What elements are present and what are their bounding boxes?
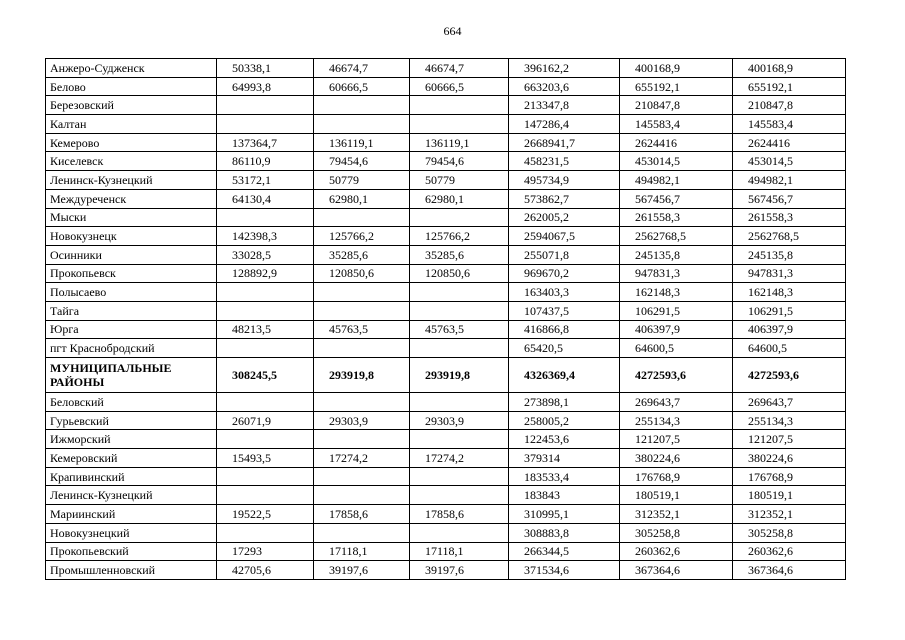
row-name-cell: Кемерово xyxy=(46,133,217,152)
value-cell xyxy=(314,339,410,358)
value-cell: 122453,6 xyxy=(509,430,620,449)
value-cell: 48213,5 xyxy=(217,320,314,339)
row-name-cell: Прокопьевск xyxy=(46,264,217,283)
value-cell: 245135,8 xyxy=(733,245,846,264)
value-cell: 29303,9 xyxy=(314,411,410,430)
value-cell: 162148,3 xyxy=(733,283,846,302)
value-cell xyxy=(217,208,314,227)
value-cell: 176768,9 xyxy=(620,467,733,486)
value-cell: 663203,6 xyxy=(509,77,620,96)
value-cell: 15493,5 xyxy=(217,449,314,468)
value-cell: 400168,9 xyxy=(733,59,846,78)
value-cell: 494982,1 xyxy=(620,171,733,190)
value-cell: 2562768,5 xyxy=(733,227,846,246)
table-row xyxy=(46,59,846,78)
value-cell: 305258,8 xyxy=(620,523,733,542)
table-row xyxy=(46,320,846,339)
value-cell: 453014,5 xyxy=(620,152,733,171)
table-row xyxy=(46,115,846,134)
value-cell: 45763,5 xyxy=(410,320,509,339)
value-cell: 120850,6 xyxy=(314,264,410,283)
row-name-cell: Киселевск xyxy=(46,152,217,171)
value-cell: 136119,1 xyxy=(314,133,410,152)
value-cell: 4272593,6 xyxy=(733,358,846,393)
value-cell xyxy=(217,339,314,358)
value-cell: 308883,8 xyxy=(509,523,620,542)
value-cell: 312352,1 xyxy=(733,505,846,524)
value-cell: 60666,5 xyxy=(314,77,410,96)
row-name-cell: Мариинский xyxy=(46,505,217,524)
value-cell: 400168,9 xyxy=(620,59,733,78)
value-cell: 310995,1 xyxy=(509,505,620,524)
row-name-cell: Белово xyxy=(46,77,217,96)
value-cell: 258005,2 xyxy=(509,411,620,430)
value-cell: 121207,5 xyxy=(733,430,846,449)
value-cell xyxy=(217,393,314,412)
value-cell xyxy=(314,208,410,227)
value-cell: 495734,9 xyxy=(509,171,620,190)
value-cell: 416866,8 xyxy=(509,320,620,339)
table-row xyxy=(46,171,846,190)
value-cell: 261558,3 xyxy=(733,208,846,227)
value-cell xyxy=(217,115,314,134)
table-row xyxy=(46,96,846,115)
table-row xyxy=(46,411,846,430)
value-cell xyxy=(410,301,509,320)
value-cell: 26071,9 xyxy=(217,411,314,430)
value-cell: 106291,5 xyxy=(733,301,846,320)
value-cell: 371534,6 xyxy=(509,561,620,580)
value-cell: 396162,2 xyxy=(509,59,620,78)
row-name-cell: Юрга xyxy=(46,320,217,339)
value-cell: 17118,1 xyxy=(410,542,509,561)
row-name-cell: Промышленновский xyxy=(46,561,217,580)
value-cell: 17293 xyxy=(217,542,314,561)
row-name-cell: Гурьевский xyxy=(46,411,217,430)
table-row xyxy=(46,467,846,486)
table-row xyxy=(46,486,846,505)
value-cell: 312352,1 xyxy=(620,505,733,524)
value-cell: 136119,1 xyxy=(410,133,509,152)
value-cell: 255134,3 xyxy=(733,411,846,430)
value-cell: 655192,1 xyxy=(733,77,846,96)
table-row xyxy=(46,227,846,246)
value-cell xyxy=(410,486,509,505)
value-cell: 17118,1 xyxy=(314,542,410,561)
value-cell: 45763,5 xyxy=(314,320,410,339)
value-cell: 308245,5 xyxy=(217,358,314,393)
value-cell: 147286,4 xyxy=(509,115,620,134)
value-cell: 176768,9 xyxy=(733,467,846,486)
value-cell: 29303,9 xyxy=(410,411,509,430)
value-cell xyxy=(314,393,410,412)
value-cell: 180519,1 xyxy=(733,486,846,505)
value-cell: 33028,5 xyxy=(217,245,314,264)
table-row xyxy=(46,430,846,449)
value-cell: 947831,3 xyxy=(733,264,846,283)
value-cell: 162148,3 xyxy=(620,283,733,302)
value-cell: 969670,2 xyxy=(509,264,620,283)
value-cell: 2594067,5 xyxy=(509,227,620,246)
table-group-row xyxy=(46,358,846,393)
value-cell: 567456,7 xyxy=(733,189,846,208)
value-cell xyxy=(217,523,314,542)
value-cell: 64993,8 xyxy=(217,77,314,96)
value-cell: 35285,6 xyxy=(314,245,410,264)
row-name-cell: Новокузнецк xyxy=(46,227,217,246)
value-cell: 53172,1 xyxy=(217,171,314,190)
row-name-cell: Новокузнецкий xyxy=(46,523,217,542)
value-cell: 50779 xyxy=(410,171,509,190)
value-cell: 120850,6 xyxy=(410,264,509,283)
value-cell: 255071,8 xyxy=(509,245,620,264)
value-cell: 494982,1 xyxy=(733,171,846,190)
value-cell: 379314 xyxy=(509,449,620,468)
row-name-cell: пгт Краснобродский xyxy=(46,339,217,358)
row-name-cell: Ленинск-Кузнецкий xyxy=(46,486,217,505)
table-row xyxy=(46,152,846,171)
table-row xyxy=(46,301,846,320)
value-cell xyxy=(217,430,314,449)
value-cell: 60666,5 xyxy=(410,77,509,96)
value-cell: 210847,8 xyxy=(620,96,733,115)
table-row xyxy=(46,561,846,580)
value-cell: 305258,8 xyxy=(733,523,846,542)
row-name-cell: Березовский xyxy=(46,96,217,115)
value-cell: 64600,5 xyxy=(733,339,846,358)
value-cell xyxy=(410,96,509,115)
value-cell: 128892,9 xyxy=(217,264,314,283)
value-cell xyxy=(314,467,410,486)
value-cell xyxy=(217,486,314,505)
value-cell: 2668941,7 xyxy=(509,133,620,152)
value-cell xyxy=(410,430,509,449)
value-cell: 145583,4 xyxy=(620,115,733,134)
value-cell: 380224,6 xyxy=(733,449,846,468)
value-cell: 655192,1 xyxy=(620,77,733,96)
table-row xyxy=(46,339,846,358)
value-cell: 255134,3 xyxy=(620,411,733,430)
value-cell: 293919,8 xyxy=(314,358,410,393)
value-cell: 17858,6 xyxy=(410,505,509,524)
value-cell: 19522,5 xyxy=(217,505,314,524)
row-name-cell: Беловский xyxy=(46,393,217,412)
row-name-cell: Тайга xyxy=(46,301,217,320)
value-cell: 64600,5 xyxy=(620,339,733,358)
value-cell: 137364,7 xyxy=(217,133,314,152)
value-cell xyxy=(217,467,314,486)
table-row xyxy=(46,523,846,542)
value-cell xyxy=(217,301,314,320)
table-body xyxy=(46,59,846,580)
value-cell xyxy=(410,523,509,542)
value-cell: 260362,6 xyxy=(620,542,733,561)
value-cell: 2624416 xyxy=(733,133,846,152)
value-cell: 125766,2 xyxy=(314,227,410,246)
row-name-cell: Прокопьевский xyxy=(46,542,217,561)
value-cell: 406397,9 xyxy=(733,320,846,339)
value-cell: 269643,7 xyxy=(620,393,733,412)
value-cell xyxy=(217,96,314,115)
value-cell xyxy=(314,115,410,134)
value-cell xyxy=(217,283,314,302)
table-row xyxy=(46,189,846,208)
table-row xyxy=(46,133,846,152)
value-cell: 142398,3 xyxy=(217,227,314,246)
value-cell: 46674,7 xyxy=(410,59,509,78)
value-cell: 17858,6 xyxy=(314,505,410,524)
value-cell: 39197,6 xyxy=(314,561,410,580)
value-cell: 4272593,6 xyxy=(620,358,733,393)
value-cell: 107437,5 xyxy=(509,301,620,320)
value-cell: 4326369,4 xyxy=(509,358,620,393)
table-row xyxy=(46,449,846,468)
row-name-cell: Анжеро-Судженск xyxy=(46,59,217,78)
value-cell: 39197,6 xyxy=(410,561,509,580)
row-name-cell: Междуреченск xyxy=(46,189,217,208)
value-cell xyxy=(314,283,410,302)
value-cell: 453014,5 xyxy=(733,152,846,171)
value-cell xyxy=(314,486,410,505)
value-cell: 573862,7 xyxy=(509,189,620,208)
row-name-cell: Кемеровский xyxy=(46,449,217,468)
value-cell: 17274,2 xyxy=(410,449,509,468)
value-cell: 64130,4 xyxy=(217,189,314,208)
value-cell: 145583,4 xyxy=(733,115,846,134)
value-cell: 62980,1 xyxy=(410,189,509,208)
value-cell: 183843 xyxy=(509,486,620,505)
value-cell: 79454,6 xyxy=(410,152,509,171)
value-cell xyxy=(410,393,509,412)
value-cell: 380224,6 xyxy=(620,449,733,468)
value-cell xyxy=(410,115,509,134)
value-cell xyxy=(410,283,509,302)
value-cell: 947831,3 xyxy=(620,264,733,283)
table-row xyxy=(46,393,846,412)
value-cell: 79454,6 xyxy=(314,152,410,171)
row-name-cell: Крапивинский xyxy=(46,467,217,486)
value-cell: 367364,6 xyxy=(733,561,846,580)
value-cell: 125766,2 xyxy=(410,227,509,246)
value-cell: 567456,7 xyxy=(620,189,733,208)
value-cell: 273898,1 xyxy=(509,393,620,412)
value-cell xyxy=(410,467,509,486)
value-cell: 261558,3 xyxy=(620,208,733,227)
value-cell xyxy=(314,301,410,320)
value-cell: 50779 xyxy=(314,171,410,190)
value-cell: 269643,7 xyxy=(733,393,846,412)
table-row xyxy=(46,245,846,264)
row-name-cell: Осинники xyxy=(46,245,217,264)
value-cell: 86110,9 xyxy=(217,152,314,171)
value-cell: 406397,9 xyxy=(620,320,733,339)
value-cell: 367364,6 xyxy=(620,561,733,580)
value-cell: 42705,6 xyxy=(217,561,314,580)
value-cell: 2562768,5 xyxy=(620,227,733,246)
row-name-cell: МУНИЦИПАЛЬНЫЕ РАЙОНЫ xyxy=(46,358,217,393)
row-name-cell: Мыски xyxy=(46,208,217,227)
value-cell: 183533,4 xyxy=(509,467,620,486)
value-cell xyxy=(314,96,410,115)
value-cell xyxy=(314,523,410,542)
value-cell: 50338,1 xyxy=(217,59,314,78)
value-cell: 293919,8 xyxy=(410,358,509,393)
value-cell: 163403,3 xyxy=(509,283,620,302)
value-cell: 2624416 xyxy=(620,133,733,152)
table-row xyxy=(46,542,846,561)
value-cell: 210847,8 xyxy=(733,96,846,115)
value-cell: 121207,5 xyxy=(620,430,733,449)
table-row xyxy=(46,505,846,524)
value-cell: 458231,5 xyxy=(509,152,620,171)
page-number: 664 xyxy=(443,24,462,38)
value-cell: 35285,6 xyxy=(410,245,509,264)
table-row xyxy=(46,208,846,227)
value-cell: 106291,5 xyxy=(620,301,733,320)
row-name-cell: Полысаево xyxy=(46,283,217,302)
value-cell xyxy=(410,339,509,358)
row-name-cell: Ижморский xyxy=(46,430,217,449)
value-cell: 213347,8 xyxy=(509,96,620,115)
value-cell: 65420,5 xyxy=(509,339,620,358)
value-cell xyxy=(314,430,410,449)
value-cell: 266344,5 xyxy=(509,542,620,561)
value-cell xyxy=(410,208,509,227)
value-cell: 17274,2 xyxy=(314,449,410,468)
budget-table xyxy=(45,58,846,580)
row-name-cell: Ленинск-Кузнецкий xyxy=(46,171,217,190)
table-row xyxy=(46,77,846,96)
value-cell: 245135,8 xyxy=(620,245,733,264)
table-row xyxy=(46,264,846,283)
value-cell: 62980,1 xyxy=(314,189,410,208)
value-cell: 260362,6 xyxy=(733,542,846,561)
value-cell: 180519,1 xyxy=(620,486,733,505)
table-row xyxy=(46,283,846,302)
value-cell: 46674,7 xyxy=(314,59,410,78)
value-cell: 262005,2 xyxy=(509,208,620,227)
row-name-cell: Калтан xyxy=(46,115,217,134)
